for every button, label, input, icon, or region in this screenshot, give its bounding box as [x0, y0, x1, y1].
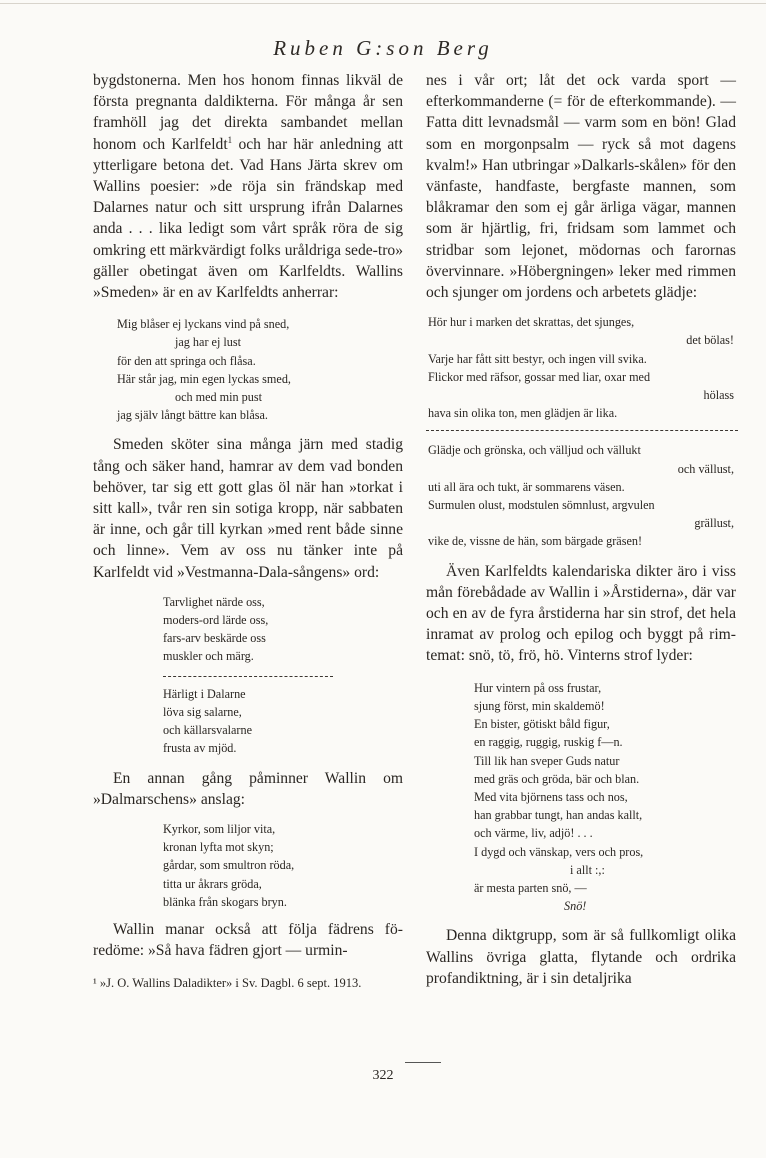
verse-hobergningen-b: [428, 441, 736, 550]
verse-line: frusta av mjöd.: [163, 741, 237, 756]
verse-line: Kyrkor, som liljor vita,: [163, 821, 276, 836]
verse-line: och värme, liv, adjö! . . .: [474, 826, 593, 841]
verse-line: hava sin olika ton, men glädjen är lika.: [428, 406, 618, 421]
verse-line: grällust,: [694, 516, 734, 531]
verse-line: Snö!: [564, 899, 587, 914]
left-column: [93, 70, 403, 992]
verse-line: Härligt i Dalarne: [163, 686, 246, 701]
right-column: [426, 70, 736, 989]
verse-line: för den att springa och flåsa.: [117, 353, 256, 368]
verse-line: fars-arv beskärde oss: [163, 631, 266, 646]
left-paragraph-3: En annan gång påminner Wallin om »Dalmarschens» anslag:: [93, 769, 403, 808]
verse-line: moders-ord lärde oss,: [163, 613, 269, 628]
page-number-rule: [405, 1062, 441, 1063]
verse-line: uti all ära och tukt, är sommarens väsen.: [428, 479, 625, 494]
verse-line: titta ur åkrars gröda,: [163, 876, 262, 891]
verse-line: han grabbar tungt, han andas kallt,: [474, 808, 643, 823]
footnote: ¹ »J. O. Wallins Daladikter» i Sv. Dagbl. 6 sept. 1913.: [93, 976, 362, 991]
left-paragraph-2: Smeden sköter sina många järn med stadig tång och säker hand, hamrar av dem vad bonden behöver, tar sig ett gott glas öl när han »torkat i sitt kall», tvår ren sin sotiga kropp, när sabbaten är inne, och går till kyrkan »med rent både sinne och linne». Vem av oss nu tänker inte på Karlfeldt vid »Vestmanna-Dala-sångens» ord:: [93, 436, 403, 581]
verse-vestmanna-a: [163, 593, 403, 666]
verse-hobergningen-a: [428, 313, 736, 422]
verse-line: Hur vintern på oss frustar,: [474, 680, 602, 695]
verse-line: jag själv långt bättre kan blåsa.: [117, 408, 268, 423]
verse-line: och vällust,: [677, 461, 734, 476]
right-paragraph-2: Även Karlfeldts kalendariska dikter äro i viss mån förebådade av Wallin i »Årstiderna», där var och en av de fyra årstiderna har sin strof, det hela inramat av prolog och epilog och byggt på rim-temat: snö, tö, frö, hö. Vinterns strof lyder:: [426, 562, 736, 665]
verse-line: en raggig, ruggig, ruskig f—n.: [474, 735, 623, 750]
left-paragraph-4: Wallin manar också att följa fädrens föredöme: »Så hava fädren gjort — urmin-: [93, 920, 403, 960]
verse-vintern: [474, 679, 736, 916]
verse-line: I dygd och vänskap, vers och pros,: [474, 844, 644, 859]
verse-line: vike de, vissne de hän, som bärgade gräsen!: [428, 534, 643, 549]
verse-line: Hör hur i marken det skrattas, det sjunges,: [428, 315, 635, 330]
verse-line: Tarvlighet närde oss,: [163, 594, 265, 609]
verse-line: är mesta parten snö, —: [474, 880, 587, 895]
verse-line: löva sig salarne,: [163, 704, 242, 719]
footnote-marker[interactable]: 1: [227, 134, 233, 145]
verse-line: med gräs och gröda, bär och blan.: [474, 771, 640, 786]
verse-separator: [163, 676, 333, 677]
verse-line: blänka från skogars bryn.: [163, 894, 287, 909]
verse-line: Surmulen olust, modstulen sömnlust, argvulen: [428, 498, 655, 513]
verse-vestmanna-b: [163, 685, 403, 758]
right-paragraph-3: Denna diktgrupp, som är så fullkomligt olika Wallins övriga glatta, flytande och ordrika profandiktning, är i sin detaljrika: [426, 927, 736, 987]
verse-line: sjung först, min skaldemö!: [474, 698, 605, 713]
verse-line: Till lik han sveper Guds natur: [474, 753, 620, 768]
verse-line: jag har ej lust: [175, 335, 241, 350]
verse-dalmarschen: [163, 820, 403, 911]
verse-line: Varje har fått sitt bestyr, och ingen vill svika.: [428, 351, 647, 366]
verse-line: det bölas!: [686, 333, 734, 348]
running-header: Ruben G:son Berg: [273, 36, 493, 60]
verse-line: kronan lyfta mot skyn;: [163, 840, 274, 855]
verse-separator: [426, 430, 738, 431]
right-paragraph-1: nes i vår ort; låt det ock varda sport — efterkommanderne (= för de efterkommande). — Fatta ditt levnadsmål — varm som en bön! Glad som en morgonpsalm — ryck så mot dagens kvalm!» Han utbringar »Dalkarls-skålen» för den vänfaste, handfaste, bergfaste mannen, som blåkramar den som ej går ärliga vägar, mannen som är hjärtlig, fri, fridsam som lammet och stridbar som lejonet, mödornas och farornas övervinnare. »Höbergningen» leker med rimmen och sjunger om jordens och arbetets glädje:: [426, 72, 736, 302]
verse-line: och källarsvalarne: [163, 723, 252, 738]
verse-line: gårdar, som smultron röda,: [163, 858, 295, 873]
verse-line: Mig blåser ej lyckans vind på sned,: [117, 317, 290, 332]
left-paragraph-1: bygdstonerna. Men hos honom finnas likväl de första pregnanta daldikterna. För många år sen framhöll jag det direkta sambandet mellan honom och Karlfeldt$^1$ och har här anledning att ytterligare betona det. Vad Hans Järta skrev om Wallins poesier: »de röja sin frändskap med Dalarnes natur och sitt ursprung ifrån Dalarnes anda . . . lika ledigt som vårt språk röra de sig omkring ett märkvärdigt folks uråldriga sede-tro» gäller obetingat även om Karlfeldts. Wallins »Smeden» är en av Karlfeldts anherrar:: [93, 72, 403, 302]
verse-smeden: [117, 315, 403, 424]
page-number: 322: [372, 1068, 394, 1083]
verse-line: Med vita björnens tass och nos,: [474, 789, 628, 804]
verse-line: i allt :,:: [570, 862, 605, 877]
verse-line: Här står jag, min egen lyckas smed,: [117, 371, 291, 386]
verse-line: Flickor med räfsor, gossar med liar, oxar med: [428, 369, 651, 384]
top-rule: [0, 3, 766, 4]
verse-line: hölass: [703, 388, 734, 403]
verse-line: Glädje och grönska, och välljud och vällukt: [428, 443, 641, 458]
verse-line: En bister, götiskt båld figur,: [474, 717, 610, 732]
verse-line: och med min pust: [175, 390, 262, 405]
footnote-block: [93, 975, 403, 992]
verse-line: muskler och märg.: [163, 649, 254, 664]
